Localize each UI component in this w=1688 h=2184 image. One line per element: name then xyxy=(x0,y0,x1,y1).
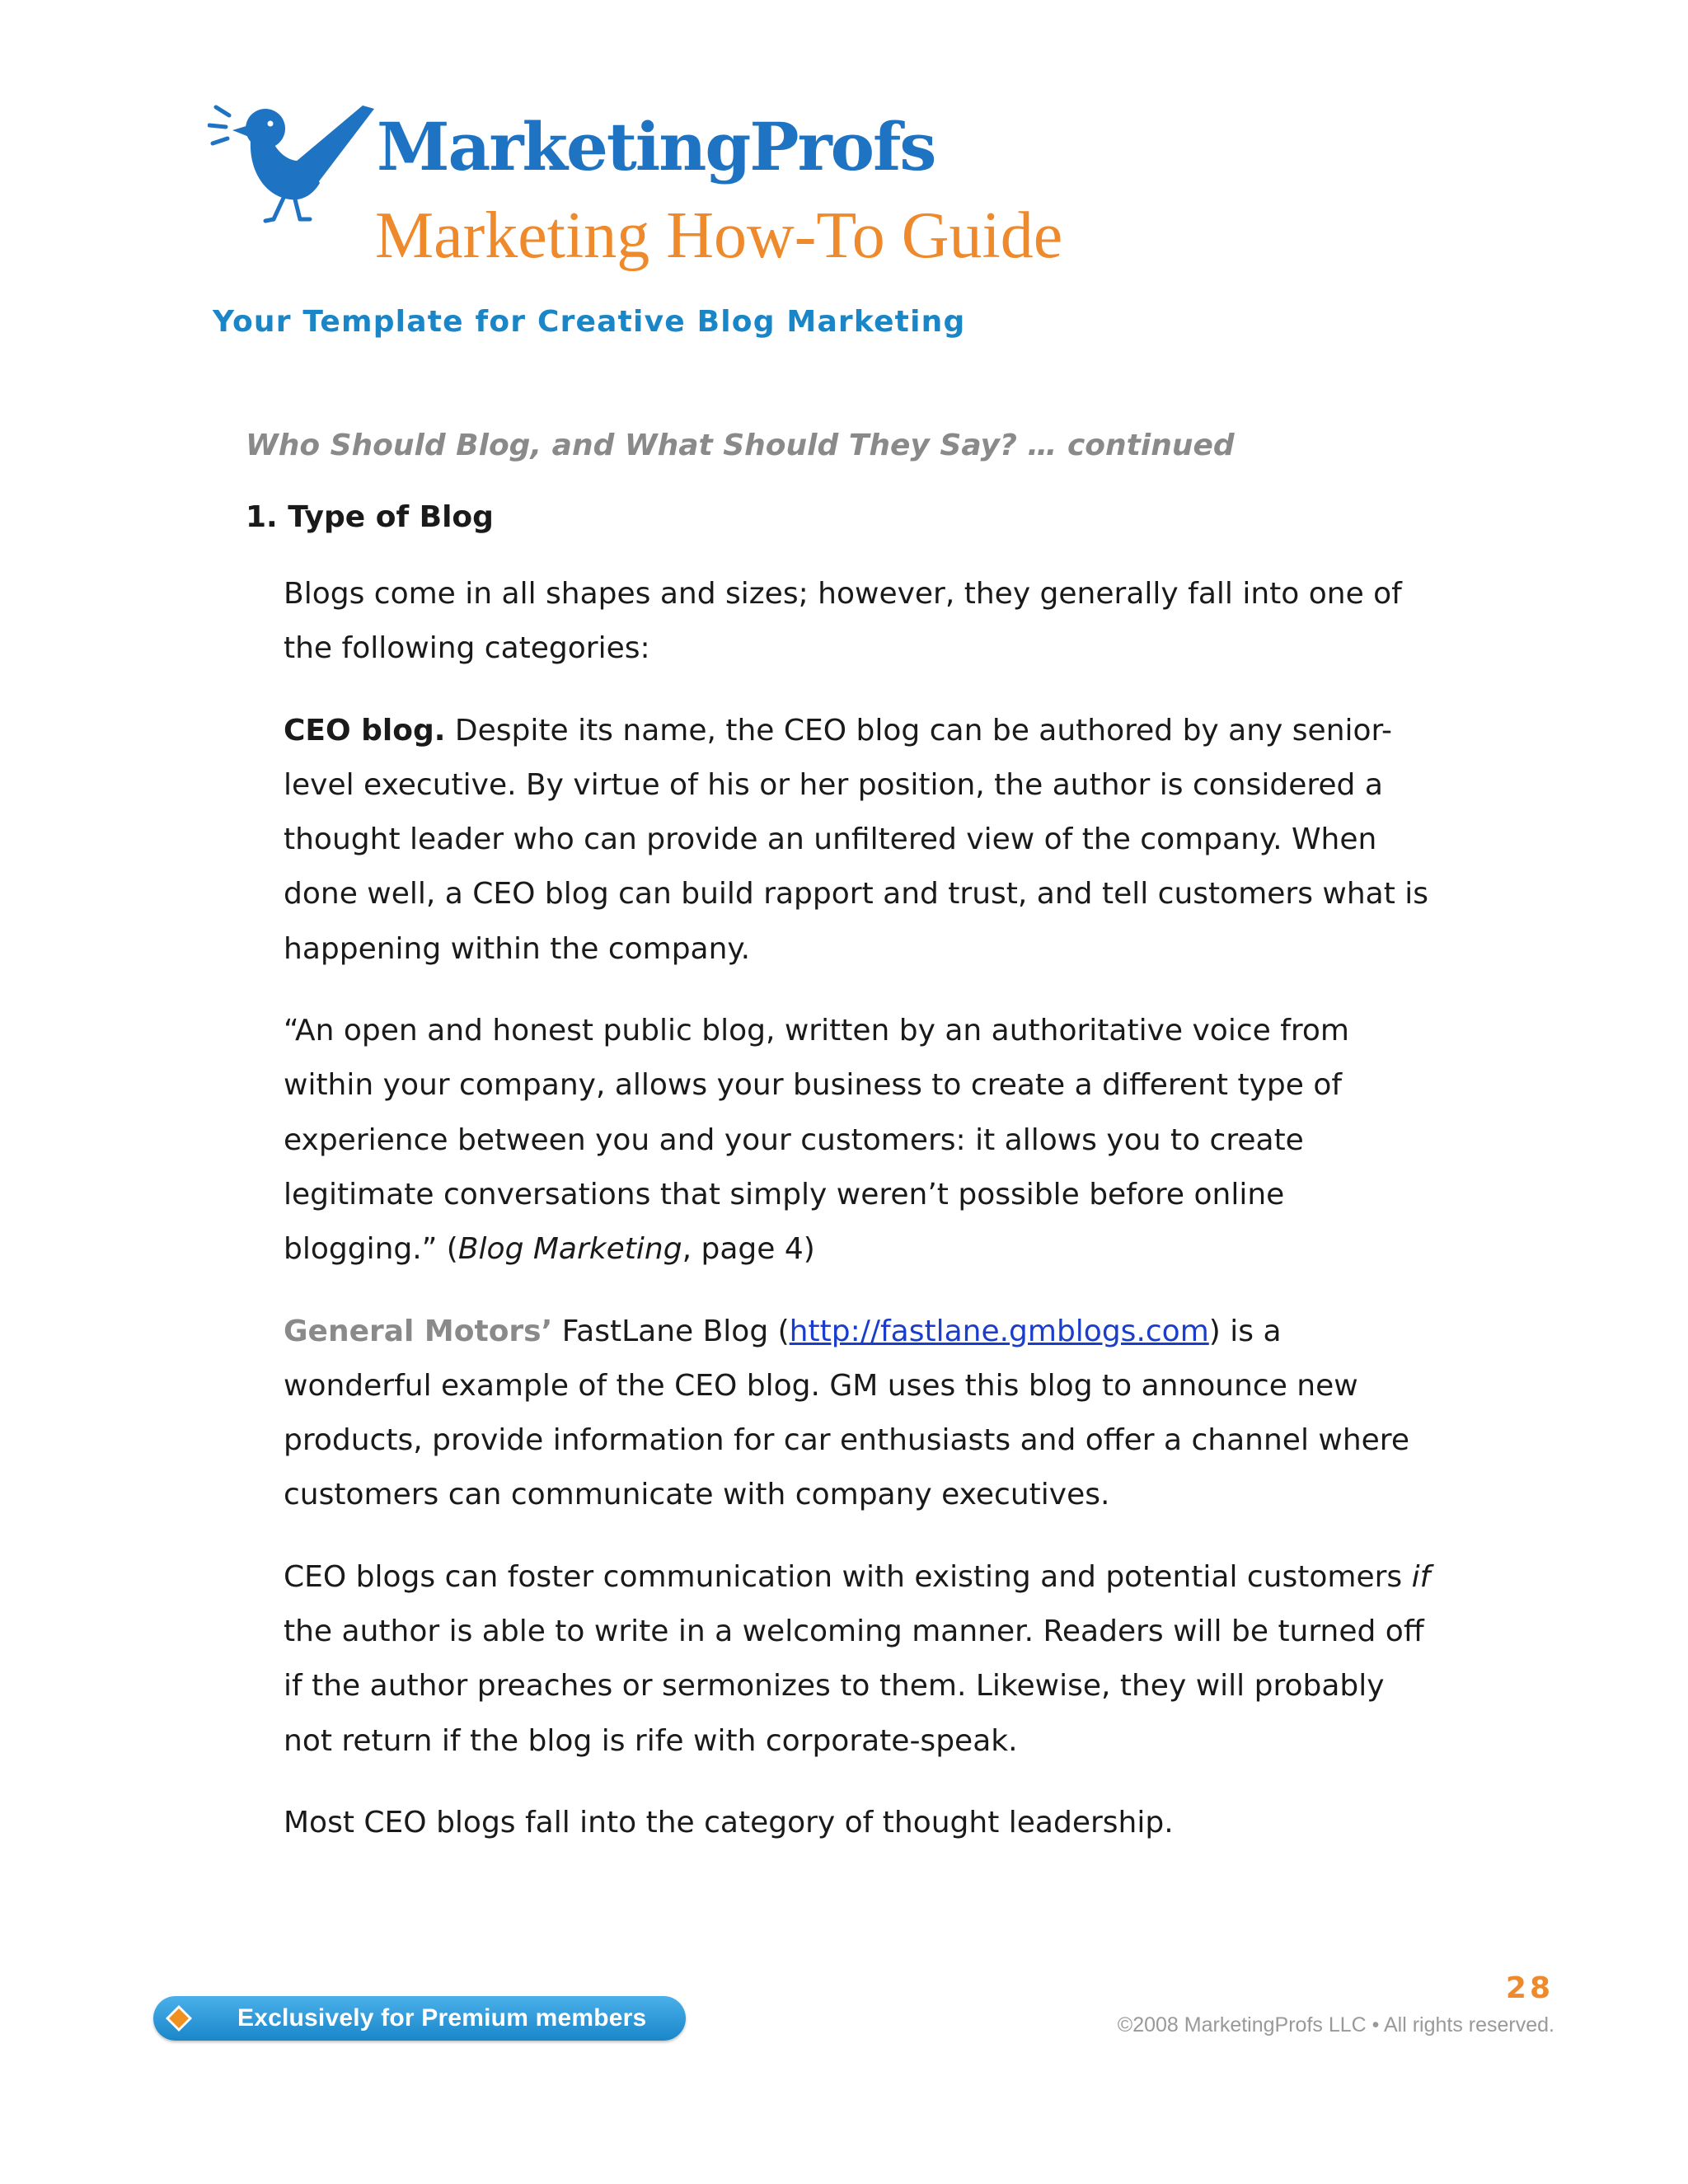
subsection-heading: 1. Type of Blog xyxy=(246,500,494,534)
gm-description: ) is a wonderful example of the CEO blog. GM uses this blog to announce new products, provide information for car enthusiasts and offer a channel where customers can communicate with company executives. xyxy=(284,1314,1409,1512)
quote-page: , page 4) xyxy=(682,1232,815,1267)
quote-text: “An open and honest public blog, written by an authoritative voice from within your company, allows your business to create a different type of experience between you and your customers: it allows you to create legitimate conversations that simply weren’t possible before online blogging.” ( xyxy=(284,1014,1349,1267)
quote-paragraph xyxy=(284,1004,1437,1277)
gm-paragraph xyxy=(284,1305,1437,1523)
foster-start: CEO blogs can foster communication with existing and potential customers xyxy=(284,1559,1412,1594)
bird-logo-icon xyxy=(208,97,381,229)
gm-blog-name: FastLane Blog ( xyxy=(552,1314,790,1348)
gm-company-name: General Motors’ xyxy=(284,1314,553,1348)
foster-rest: the author is able to write in a welcoming manner. Readers will be turned off if the author preaches or sermonizes to them. Likewise, they will probably not return if the blog is rife with corporate-speak. xyxy=(284,1615,1424,1758)
body-content xyxy=(284,567,1437,1877)
ceo-blog-term: CEO blog. xyxy=(284,713,446,748)
premium-badge-label: Exclusively for Premium members xyxy=(237,2004,647,2032)
foster-paragraph xyxy=(284,1550,1437,1769)
section-heading: Who Should Blog, and What Should They Say? … continued xyxy=(246,429,1235,462)
quote-source: Blog Marketing xyxy=(457,1232,682,1267)
intro-paragraph xyxy=(284,567,1437,677)
ceo-blog-paragraph xyxy=(284,704,1437,977)
fastlane-link[interactable]: http://fastlane.gmblogs.com xyxy=(789,1314,1209,1348)
intro-text: Blogs come in all shapes and sizes; however, they generally fall into one of the following categories: xyxy=(284,577,1402,666)
ceo-blog-description: Despite its name, the CEO blog can be authored by any senior-level executive. By virtue of his or her position, the author is considered a thought leader who can provide an unfiltered view of the company. When done well, a CEO blog can build rapport and trust, and tell customers what is happening within the company. xyxy=(284,713,1429,966)
page-number: 28 xyxy=(1505,1971,1554,2005)
brand-name: MarketingProfs xyxy=(377,108,935,185)
closing-paragraph xyxy=(284,1796,1437,1850)
diamond-icon xyxy=(165,2004,193,2032)
foster-if: if xyxy=(1411,1559,1431,1594)
copyright-notice: ©2008 MarketingProfs LLC • All rights reserved. xyxy=(1117,2013,1554,2036)
premium-members-badge[interactable] xyxy=(153,1996,686,2041)
brand-subtitle: Marketing How-To Guide xyxy=(375,199,1063,272)
closing-text: Most CEO blogs fall into the category of thought leadership. xyxy=(284,1805,1174,1840)
document-title: Your Template for Creative Blog Marketing xyxy=(213,305,966,339)
marketingprofs-logo xyxy=(208,97,1114,279)
